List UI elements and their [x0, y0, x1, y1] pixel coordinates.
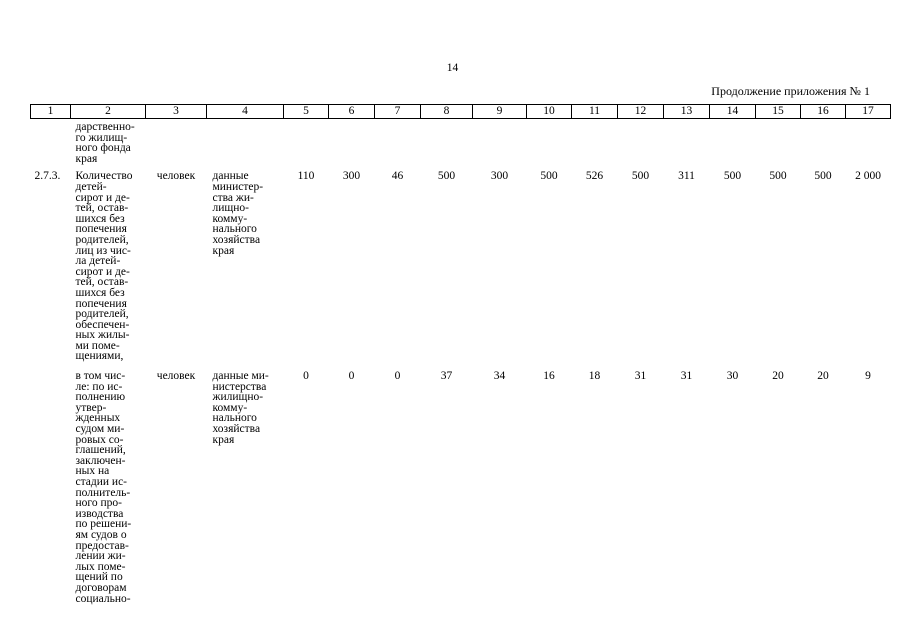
column-number-header: 14 [710, 105, 756, 119]
value-cell [572, 119, 618, 165]
value-cell [375, 119, 421, 165]
value-cell: 31 [680, 370, 693, 383]
value-cell: 311 [678, 170, 695, 183]
column-number-header: 2 [71, 105, 146, 119]
row-number-cell [31, 119, 71, 165]
value-cell: 500 [723, 170, 742, 183]
value-cell: 34 [493, 370, 506, 383]
row-number-cell: 2.7.3. [34, 170, 61, 183]
table-row [31, 164, 891, 362]
value-cell: 500 [437, 170, 456, 183]
value-cell [527, 119, 572, 165]
value-cell [801, 119, 846, 165]
source-cell [207, 119, 284, 165]
value-cell [421, 119, 473, 165]
value-cell: 20 [817, 370, 829, 383]
value-cell [846, 119, 891, 165]
value-cell: 31 [634, 370, 647, 383]
value-cell: 0 [303, 370, 309, 383]
value-cell: 526 [585, 170, 604, 183]
data-table [30, 104, 891, 604]
column-number-header: 13 [664, 105, 710, 119]
column-number-header: 11 [572, 105, 618, 119]
column-number-header: 17 [846, 105, 891, 119]
value-cell: 300 [490, 170, 509, 183]
column-number-header: 16 [801, 105, 846, 119]
value-cell [329, 119, 375, 165]
value-cell [664, 119, 710, 165]
source-cell: данные ми- нистерства жилищно- комму- нального хозяйства края [212, 370, 269, 446]
value-cell: 500 [540, 170, 558, 183]
value-cell [284, 119, 329, 165]
value-cell [618, 119, 664, 165]
column-number-header: 5 [284, 105, 329, 119]
table-row [31, 362, 891, 604]
column-number-header: 1 [31, 105, 71, 119]
column-number-header: 4 [207, 105, 284, 119]
source-cell: данные министер- ства жи- лищно- комму- нального хозяйства края [212, 170, 264, 257]
value-cell [710, 119, 756, 165]
row-number-cell [31, 362, 71, 604]
value-cell: 18 [588, 370, 601, 383]
value-cell: 20 [772, 370, 784, 383]
indicator-cell: дарственно- го жилищ- ного фонда края [75, 121, 135, 165]
value-cell: 46 [391, 170, 404, 183]
table-row [31, 119, 891, 165]
value-cell: 500 [814, 170, 832, 183]
unit-cell: человек [156, 370, 196, 383]
value-cell: 0 [394, 370, 401, 383]
continuation-note: Продолжение приложения № 1 [711, 84, 870, 98]
value-cell: 110 [297, 170, 315, 183]
column-number-header: 10 [527, 105, 572, 119]
column-number-header: 8 [421, 105, 473, 119]
column-number-header: 3 [146, 105, 207, 119]
value-cell: 16 [543, 370, 555, 383]
value-cell [473, 119, 527, 165]
column-number-header: 9 [473, 105, 527, 119]
column-number-header: 6 [329, 105, 375, 119]
value-cell: 9 [865, 370, 871, 383]
page-number: 14 [446, 62, 459, 74]
value-cell: 500 [631, 170, 650, 183]
table-header-row [31, 105, 891, 119]
column-number-header: 7 [375, 105, 421, 119]
value-cell: 37 [440, 370, 453, 383]
column-number-header: 12 [618, 105, 664, 119]
value-cell [756, 119, 801, 165]
indicator-cell: в том чис- ле: по ис- полнению утвер- жденных судом ми- ровых со- глашений, заключен- ных на стадии ис- полнитель- ного про- изводства по решени- ям судов о предостав- лении жи- лых поме- щений по договорам социально- [75, 370, 132, 605]
value-cell: 500 [769, 170, 787, 183]
value-cell: 300 [342, 170, 361, 183]
value-cell: 30 [726, 370, 739, 383]
value-cell: 0 [348, 370, 355, 383]
value-cell: 2 000 [855, 170, 881, 183]
unit-cell [146, 119, 207, 165]
indicator-cell: Количество детей- сирот и де- тей, остав- шихся без попечения родителей, лиц из чис- ла детей- сирот и де- тей, остав- шихся без попечения родителей, обеспечен- ных жилы- ми поме- щениями, [75, 170, 133, 363]
column-number-header: 15 [756, 105, 801, 119]
unit-cell: человек [156, 170, 196, 183]
